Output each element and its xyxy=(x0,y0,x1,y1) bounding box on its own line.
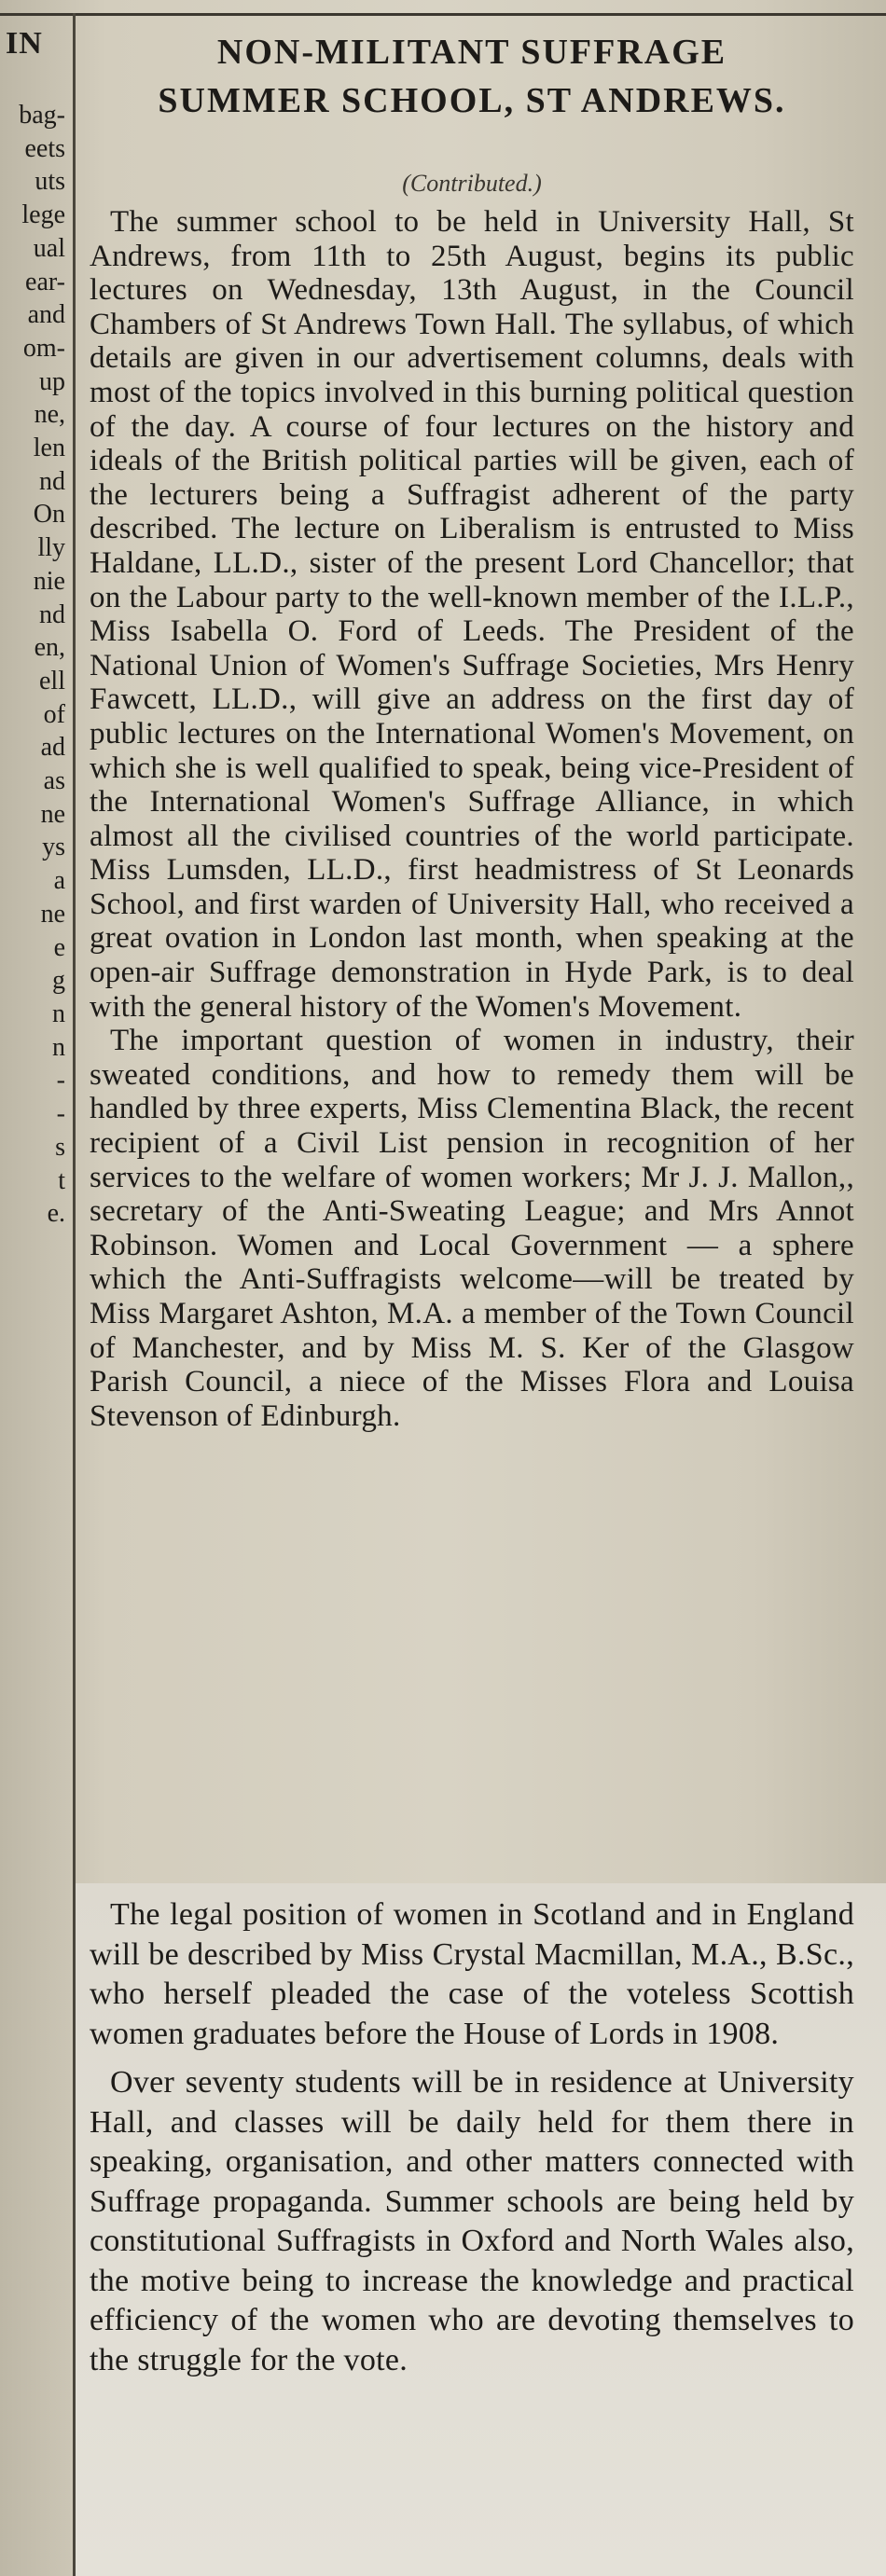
adjacent-column-line: ell xyxy=(39,666,65,696)
adjacent-column-line: up xyxy=(39,366,65,396)
adjacent-column-line: lly xyxy=(37,533,65,563)
adjacent-column-line: nd xyxy=(39,599,65,629)
adjacent-column-lines xyxy=(0,99,69,1231)
adjacent-column-line: g xyxy=(52,966,65,996)
adjacent-column-header: IN xyxy=(6,26,43,61)
adjacent-column-line: ear- xyxy=(25,267,65,296)
paragraph-1: The summer school to be held in University Hall, St Andrews, from 11th to 25th August, begins its public lectures on Wednesday, 13th August, in the Council Chambers of St Andrews Town Hall. The syllabus, of which details are given in our advertisement columns, deals with most of the topics involved in this burning political question of the day. A course of four lectures on the history and ideals of the British political parties will be given, each of the lecturers being a Suffragist adherent of the party described. The lecture on Liberalism is entrusted to Miss Haldane, LL.D., sister of the present Lord Chancellor; that on the Labour party to the well-known member of the I.L.P., Miss Isabella O. Ford of Leeds. The President of the National Union of Women's Suffrage Societies, Mrs Henry Fawcett, LL.D., will give an address on the first day of public lectures on the International Women's Movement, on which she is well qualified to speak, being vice-President of the International Women's Suffrage Alliance, in which almost all the civilised countries of the world participate. Miss Lumsden, LL.D., first headmistress of St Leonards School, and first warden of University Hall, who received a great ovation in London last month, when speaking at the open-air Suffrage demonstration in Hyde Park, is to deal with the general history of the Women's Movement. xyxy=(90,205,854,1024)
article-upper xyxy=(90,28,854,1433)
adjacent-column-line: ne xyxy=(40,799,65,829)
adjacent-column-line: ne xyxy=(40,899,65,929)
adjacent-column-line: bag- xyxy=(19,101,65,130)
adjacent-column-line: - xyxy=(56,1099,65,1129)
paragraph-4: Over seventy students will be in residence at University Hall, and classes will be daily held for them there in speaking, organisation, and other matters connected with Suffrage propaganda. Summer schools are being held by constitutional Suffragists in Oxford and North Wales also, the motive being to increase the knowledge and practical efficiency of the women who are devoting themselves to the struggle for the vote. xyxy=(90,2065,854,2377)
adjacent-column-line: s xyxy=(55,1132,65,1162)
adjacent-column-line: lege xyxy=(21,200,65,230)
paragraph-3: The legal position of women in Scotland and in England will be described by Miss Crystal Macmillan, M.A., B.Sc., who herself pleaded the case of the voteless Scottish women graduates before the House of Lords in 1908. xyxy=(90,1897,854,2051)
adjacent-column-line: nd xyxy=(39,466,65,496)
adjacent-column-line: en, xyxy=(34,633,65,663)
adjacent-column-fragment xyxy=(0,22,69,1477)
adjacent-column-line: eets xyxy=(24,133,65,163)
article-lower xyxy=(90,1895,854,2380)
adjacent-column-line: e. xyxy=(47,1199,65,1229)
adjacent-column-line: nie xyxy=(33,566,65,596)
adjacent-column-line: e xyxy=(53,932,65,962)
adjacent-column-line: a xyxy=(53,866,65,896)
adjacent-column-line: ne, xyxy=(34,400,65,430)
adjacent-column-line: ual xyxy=(33,233,65,263)
adjacent-column-line: ys xyxy=(42,833,65,862)
adjacent-column-line: - xyxy=(56,1066,65,1095)
adjacent-column-line: On xyxy=(33,500,65,530)
adjacent-column-line: uts xyxy=(35,167,65,197)
adjacent-column-line: om- xyxy=(22,333,65,363)
paragraph-2: The important question of women in industry, their sweated conditions, and how to remedy them will be handled by three experts, Miss Clementina Black, the recent recipient of a Civil List pension in recognition of her services to the welfare of women workers; Mr J. J. Mallon,, secretary of the Anti-Sweating League; and Mrs Annot Robinson. Women and Local Government — a sphere which the Anti-Suffragists welcome—will be treated by Miss Margaret Ashton, M.A. a member of the Town Council of Manchester, and by Miss M. S. Ker of the Glasgow Parish Council, a niece of the Misses Flora and Louisa Stevenson of Edinburgh. xyxy=(90,1024,854,1433)
adjacent-column-line: as xyxy=(43,766,65,796)
adjacent-column-line: t xyxy=(58,1165,65,1195)
top-column-rule xyxy=(0,13,886,16)
headline-line-2: SUMMER SCHOOL, ST ANDREWS. xyxy=(158,81,786,120)
adjacent-column-line: len xyxy=(33,434,65,463)
adjacent-column-line: ad xyxy=(40,733,65,763)
byline: (Contributed.) xyxy=(402,170,542,197)
adjacent-column-line: and xyxy=(27,300,65,330)
adjacent-column-line: n xyxy=(52,1032,65,1062)
adjacent-column-line: n xyxy=(52,999,65,1028)
adjacent-column-line: of xyxy=(43,699,65,729)
headline-line-1: NON-MILITANT SUFFRAGE xyxy=(216,33,727,72)
